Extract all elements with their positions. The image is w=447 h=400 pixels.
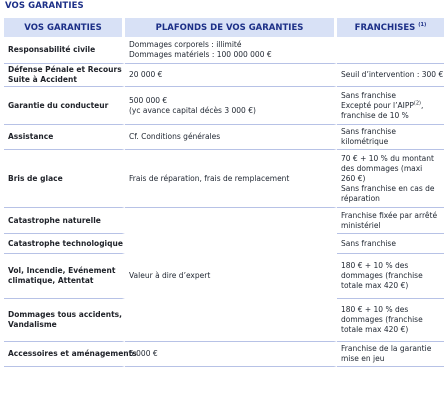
- table-row: [4, 64, 444, 87]
- ceiling-cell: [125, 37, 337, 64]
- guarantee-cell-line: Catastrophe technologique: [8, 238, 123, 248]
- header-guarantees: VOS GARANTIES: [4, 18, 125, 37]
- ceiling-cell-line: (yc avance capital décès 3 000 €): [129, 105, 256, 115]
- ceiling-cell: [125, 64, 337, 87]
- guarantee-cell-line: Suite à Accident: [8, 75, 77, 84]
- deductible-cell-line: 180 € + 10 % des: [341, 305, 409, 314]
- ceiling-cell-line: Cf. Conditions générales: [129, 132, 221, 141]
- guarantee-cell: [4, 87, 125, 125]
- table-row: [4, 234, 444, 254]
- deductible-cell-line: réparation: [341, 193, 380, 203]
- guarantee-cell-line: Garantie du conducteur: [8, 100, 109, 110]
- deductible-cell-line: totale max 420 €): [341, 281, 409, 290]
- ceiling-cell-line: Dommages corporels : illimité: [129, 40, 242, 49]
- deductible-cell: [337, 342, 444, 367]
- ceiling-cell: [125, 254, 337, 299]
- guarantee-cell: [4, 299, 125, 342]
- deductible-cell-line: kilométrique: [341, 137, 389, 146]
- table-row: [4, 299, 444, 342]
- deductible-cell-line: dommages (franchise: [341, 315, 423, 324]
- ceiling-cell: [125, 208, 337, 234]
- table-row: [4, 37, 444, 64]
- ceiling-cell: [125, 342, 337, 367]
- table-row: [4, 150, 444, 208]
- deductible-cell: [337, 37, 444, 64]
- table-header-row: [4, 18, 444, 37]
- deductible-cell-line: franchise de 10 %: [341, 110, 409, 120]
- deductible-cell-line: 70 € + 10 % du montant: [341, 153, 434, 163]
- table-row: [4, 125, 444, 150]
- guarantee-cell: [4, 150, 125, 208]
- guarantee-cell-line: Dommages tous accidents,: [8, 310, 122, 319]
- deductible-cell-line: Sans franchise: [341, 238, 396, 248]
- deductible-cell-line: 260 €): [341, 173, 366, 183]
- table-row: [4, 208, 444, 234]
- guarantee-cell: [4, 125, 125, 150]
- deductible-cell: [337, 150, 444, 208]
- guarantee-cell: [4, 208, 125, 234]
- guarantee-cell: [4, 37, 125, 64]
- deductible-cell-line: totale max 420 €): [341, 325, 409, 334]
- deductible-cell-line: ministériel: [341, 220, 381, 230]
- ceiling-cell: [125, 299, 337, 342]
- deductible-cell-line: [341, 101, 440, 111]
- guarantees-table: [4, 18, 444, 367]
- header-deductibles: FRANCHISES $^{(1)}$: [337, 18, 444, 37]
- guarantee-cell-line: Assistance: [8, 132, 54, 141]
- guarantee-cell-line: Accessoires et aménagements: [8, 349, 137, 358]
- deductible-cell-line: 180 € + 10 % des: [341, 261, 409, 270]
- guarantee-cell-line: Responsabilité civile: [8, 45, 96, 54]
- deductible-cell: [337, 299, 444, 342]
- deductible-cell-line: Franchise fixée par arrêté: [341, 210, 438, 220]
- table-row: [4, 254, 444, 299]
- guarantee-cell: [4, 234, 125, 254]
- guarantee-cell: [4, 254, 125, 299]
- deductible-cell: [337, 234, 444, 254]
- deductible-cell-line: Sans franchise: [341, 90, 396, 100]
- deductible-cell: [337, 208, 444, 234]
- ceiling-cell: [125, 125, 337, 150]
- deductible-cell-line: Sans franchise: [341, 127, 396, 136]
- ceiling-cell-line: 5 000 €: [129, 349, 158, 358]
- ceiling-cell: [125, 87, 337, 125]
- guarantee-cell-line: Vol, Incendie, Evénement: [8, 266, 116, 275]
- guarantee-cell-line: climatique, Attentat: [8, 276, 94, 285]
- ceiling-cell: [125, 150, 337, 208]
- guarantee-cell-line: Vandalisme: [8, 320, 57, 329]
- footnote-marker: (1): [418, 21, 427, 28]
- deductible-cell: [337, 64, 444, 87]
- ceiling-cell-line: Valeur à dire d’expert: [129, 271, 211, 280]
- ceiling-cell-line: 500 000 €: [129, 95, 168, 105]
- deductible-cell-line: mise en jeu: [341, 354, 385, 363]
- deductible-cell-line: Franchise de la garantie: [341, 344, 432, 353]
- deductible-cell: [337, 125, 444, 150]
- deductible-cell-text: Excepté pour l’AIPP: [341, 100, 414, 110]
- guarantee-cell-line: Bris de glace: [8, 173, 63, 183]
- deductible-cell-line: Sans franchise en cas de: [341, 183, 435, 193]
- punctuation: ,: [421, 100, 424, 110]
- deductible-cell-line: Seuil d’intervention : 300 €: [341, 70, 444, 79]
- deductible-cell-line: des dommages (maxi: [341, 163, 423, 173]
- guarantee-cell-line: Défense Pénale et Recours: [8, 65, 122, 74]
- guarantee-cell: [4, 64, 125, 87]
- section-title: VOS GARANTIES: [5, 1, 84, 11]
- footnote-marker: (2): [413, 100, 422, 106]
- guarantee-cell-line: Catastrophe naturelle: [8, 215, 101, 225]
- ceiling-cell-line: 20 000 €: [129, 70, 163, 79]
- deductible-cell-line: dommages (franchise: [341, 271, 423, 280]
- guarantee-cell: [4, 342, 137, 367]
- deductible-cell: [337, 87, 444, 125]
- table-row: [4, 87, 444, 125]
- ceiling-cell-line: Dommages matériels : 100 000 000 €: [129, 50, 272, 59]
- header-ceilings: PLAFONDS DE VOS GARANTIES: [125, 18, 337, 37]
- ceiling-cell-line: Frais de réparation, frais de remplacement: [129, 173, 290, 183]
- ceiling-cell: [125, 234, 337, 254]
- table-row: [4, 342, 444, 367]
- deductible-cell: [337, 254, 444, 299]
